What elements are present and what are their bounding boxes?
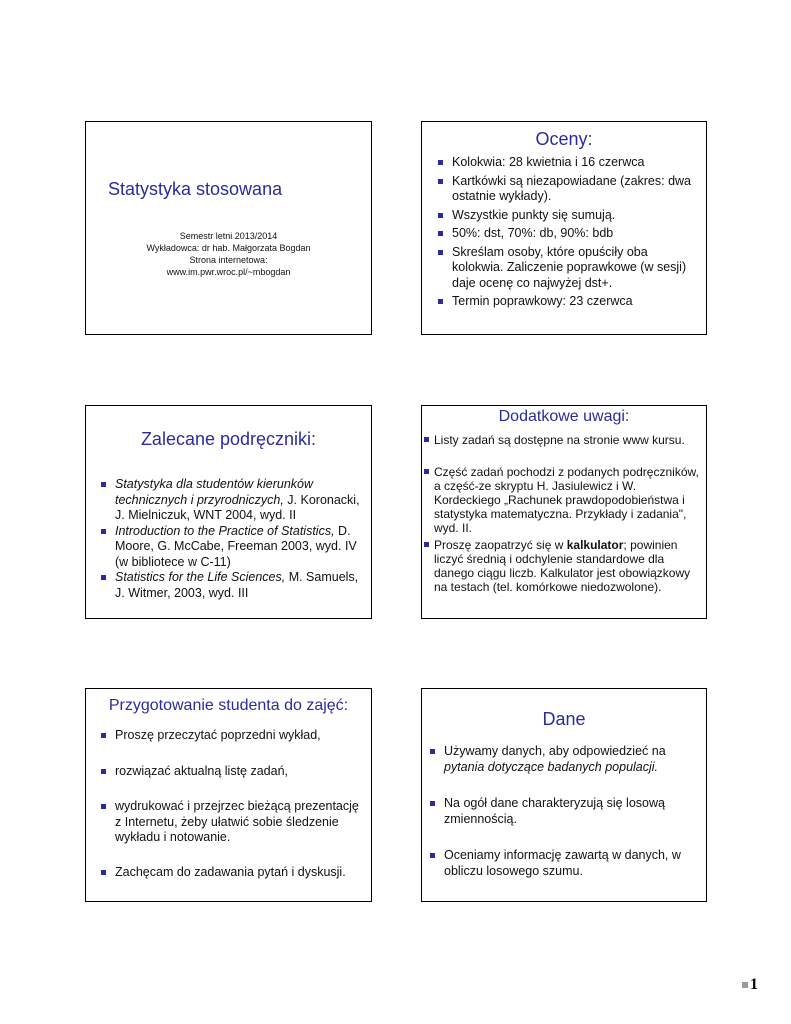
- bullet-icon: [438, 250, 443, 255]
- grades-list: [436, 155, 698, 310]
- bullet-icon: [438, 160, 443, 165]
- bullet-icon: [438, 231, 443, 236]
- slide-title-page: [85, 121, 372, 335]
- slide-title: Oceny:: [535, 129, 593, 149]
- lecturer-text: Wykładowca: dr hab. Małgorzata Bogdan: [146, 243, 311, 253]
- bullet-icon: [430, 853, 435, 858]
- bullet-icon: [424, 469, 429, 474]
- bullet-icon: [101, 733, 106, 738]
- bullet-icon: [438, 179, 443, 184]
- list-item: Wszystkie punkty się sumują.: [436, 208, 698, 224]
- page-number: 1: [742, 976, 758, 994]
- list-item: Kartkówki są niezapowiadane (zakres: dwa ostatnie wykłady).: [436, 174, 698, 205]
- preparation-list: [99, 728, 363, 880]
- bullet-icon: [438, 299, 443, 304]
- bullet-icon: [101, 769, 106, 774]
- list-item: Proszę zaopatrzyć się w kalkulator; powinien liczyć średnią i odchylenie standardowe dla danego ciągu liczb. Kalkulator jest obowiązkowy na testach (tel. komórkowe niedozwolone).: [422, 538, 702, 594]
- list-item: rozwiązać aktualną listę zadań,: [99, 764, 363, 780]
- list-item: Statistics for the Life Sciences, M. Samuels, J. Witmer, 2003, wyd. III: [99, 570, 363, 601]
- bullet-icon: [101, 575, 106, 580]
- list-item: Statystyka dla studentów kierunków technicznych i przyrodniczych, J. Koronacki, J. Mielniczuk, WNT 2004, wyd. II: [99, 477, 363, 524]
- bullet-icon: [430, 749, 435, 754]
- list-item: Skreślam osoby, które opuściły oba kolokwia. Zaliczenie poprawkowe (w sesji) daje ocenę co najwyżej dst+.: [436, 245, 698, 292]
- slide-title: Dodatkowe uwagi:: [498, 408, 630, 425]
- notes-list: [422, 433, 702, 594]
- slide-title: Zalecane podręczniki:: [140, 429, 317, 449]
- bullet-icon: [424, 542, 429, 547]
- bullet-icon: [101, 529, 106, 534]
- slide-textbooks: [85, 405, 372, 619]
- slide-notes: [421, 405, 707, 619]
- bullet-icon: [101, 482, 106, 487]
- list-item: Oceniamy informację zawartą w danych, w obliczu losowego szumu.: [428, 848, 698, 879]
- bullet-icon: [438, 213, 443, 218]
- list-item: Na ogół dane charakteryzują się losową zmiennością.: [428, 796, 698, 827]
- semester-text: Semestr letni 2013/2014: [179, 231, 278, 241]
- list-item: Część zadań pochodzi z podanych podręczników, a część-ze skryptu H. Jasiulewicz i W. Kordeckiego „Rachunek prawdopodobieństwa i statystyka matematyczna. Przykłady i zadania", wyd. II.: [422, 465, 702, 535]
- slide-title: Dane: [542, 709, 586, 729]
- textbooks-list: [99, 477, 363, 601]
- list-item: Używamy danych, aby odpowiedzieć na pytania dotyczące badanych populacji.: [428, 744, 698, 775]
- square-icon: [742, 982, 748, 988]
- list-item: Listy zadań są dostępne na stronie www kursu.: [422, 433, 702, 447]
- list-item: Termin poprawkowy: 23 czerwca: [436, 294, 698, 310]
- slide-data: [421, 688, 707, 902]
- list-item: Kolokwia: 28 kwietnia i 16 czerwca: [436, 155, 698, 171]
- list-item: Zachęcam do zadawania pytań i dyskusji.: [99, 865, 363, 881]
- website-label: Strona internetowa:: [189, 255, 268, 265]
- slide-title: Statystyka stosowana: [108, 179, 283, 199]
- slide-grades: [421, 121, 707, 335]
- bullet-icon: [101, 870, 106, 875]
- bullet-icon: [430, 801, 435, 806]
- slide-title: Przygotowanie studenta do zajęć:: [108, 697, 349, 714]
- list-item: Proszę przeczytać poprzedni wykład,: [99, 728, 363, 744]
- data-list: [428, 744, 698, 879]
- bullet-icon: [424, 437, 429, 442]
- list-item: Introduction to the Practice of Statistics, D. Moore, G. McCabe, Freeman 2003, wyd. IV (w bibliotece w C-11): [99, 524, 363, 571]
- slide-preparation: [85, 688, 372, 902]
- list-item: 50%: dst, 70%: db, 90%: bdb: [436, 226, 698, 242]
- bullet-icon: [101, 804, 106, 809]
- website-url: www.im.pwr.wroc.pl/~mbogdan: [166, 267, 291, 277]
- list-item: wydrukować i przejrzec bieżącą prezentację z Internetu, żeby ułatwić sobie śledzenie wykładu i notowanie.: [99, 799, 363, 846]
